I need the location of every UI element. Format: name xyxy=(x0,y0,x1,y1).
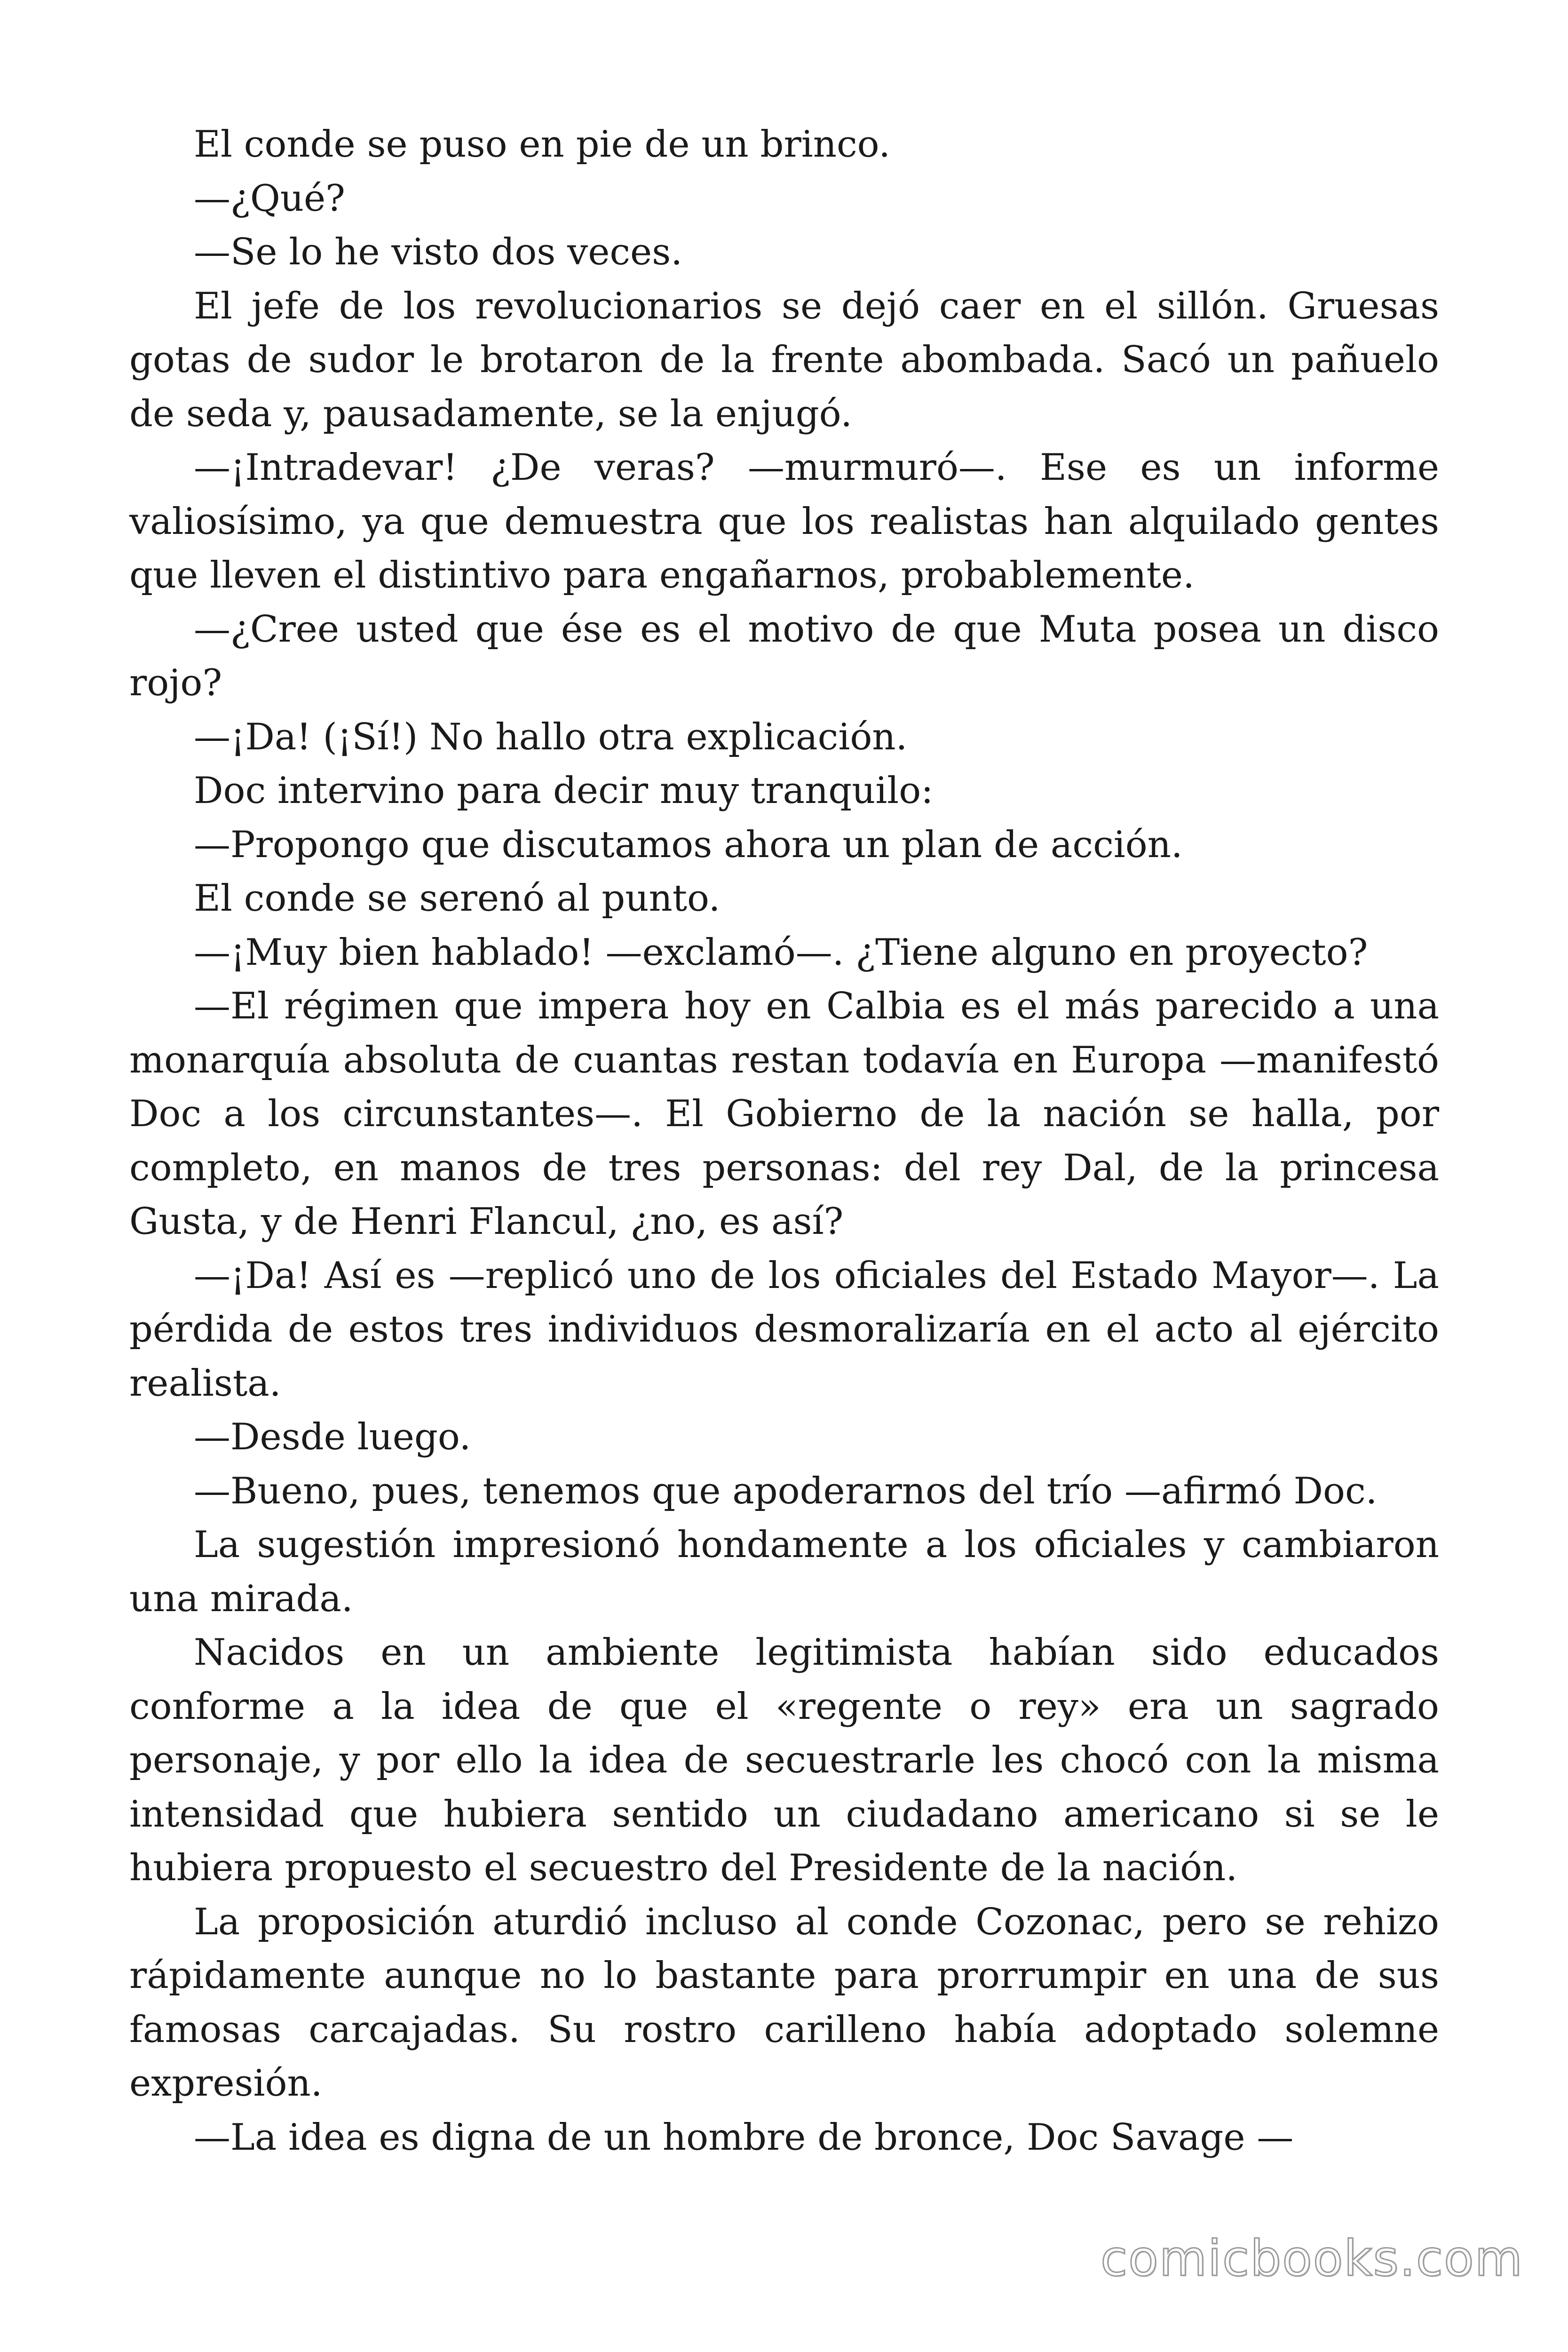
paragraph: —Desde luego. xyxy=(194,1416,471,1458)
paragraph: El jefe de los revolucionarios se dejó caer en el sillón. Gruesas gotas de sudor le brotaron de la frente abombada. Sacó un pañuelo de seda y, pausadamente, se la enjugó. xyxy=(129,285,1439,435)
paragraph: Nacidos en un ambiente legitimista habían sido educados conforme a la idea de que el «regente o rey» era un sagrado personaje, y por ello la idea de secuestrarle les chocó con la misma intensidad que hubiera sentido un ciudadano americano si se le hubiera propuesto el secuestro del Presidente de la nación. xyxy=(129,1631,1439,1889)
paragraph: Doc intervino para decir muy tranquilo: xyxy=(194,770,934,812)
body-text xyxy=(129,118,1439,2164)
paragraph: —La idea es digna de un hombre de bronce, Doc Savage — xyxy=(194,2116,1294,2159)
paragraph: —¡Intradevar! ¿De veras? —murmuró—. Ese es un informe valiosísimo, ya que demuestra que los realistas han alquilado gentes que lleven el distintivo para engañarnos, probablemente. xyxy=(129,446,1439,596)
paragraph: —¡Muy bien hablado! —exclamó—. ¿Tiene alguno en proyecto? xyxy=(194,931,1368,974)
watermark: comicbooks.com xyxy=(1100,2230,1523,2287)
paragraph: —El régimen que impera hoy en Calbia es el más parecido a una monarquía absoluta de cuantas restan todavía en Europa —manifestó Doc a los circunstantes—. El Gobierno de la nación se halla, por completo, en manos de tres personas: del rey Dal, de la princesa Gusta, y de Henri Flancul, ¿no, es así? xyxy=(129,985,1439,1243)
paragraph: —¿Qué? xyxy=(194,177,345,220)
paragraph: El conde se serenó al punto. xyxy=(194,877,721,920)
paragraph: —¿Cree usted que ése es el motivo de que Muta posea un disco rojo? xyxy=(129,608,1439,704)
paragraph: —Se lo he visto dos veces. xyxy=(194,231,683,273)
paragraph: —¡Da! Así es —replicó uno de los oficiales del Estado Mayor—. La pérdida de estos tres individuos desmoralizaría en el acto al ejército realista. xyxy=(129,1254,1439,1405)
paragraph: —Bueno, pues, tenemos que apoderarnos del trío —afirmó Doc. xyxy=(194,1470,1378,1512)
paragraph: —Propongo que discutamos ahora un plan de acción. xyxy=(194,823,1183,866)
paragraph: El conde se puso en pie de un brinco. xyxy=(194,123,891,166)
paragraph: La sugestión impresionó hondamente a los oficiales y cambiaron una mirada. xyxy=(129,1524,1439,1620)
paragraph: La proposición aturdió incluso al conde Cozonac, pero se rehizo rápidamente aunque no lo bastante para prorrumpir en una de sus famosas carcajadas. Su rostro carilleno había adoptado solemne expresión. xyxy=(129,1900,1439,2105)
paragraph: —¡Da! (¡Sí!) No hallo otra explicación. xyxy=(194,715,908,758)
